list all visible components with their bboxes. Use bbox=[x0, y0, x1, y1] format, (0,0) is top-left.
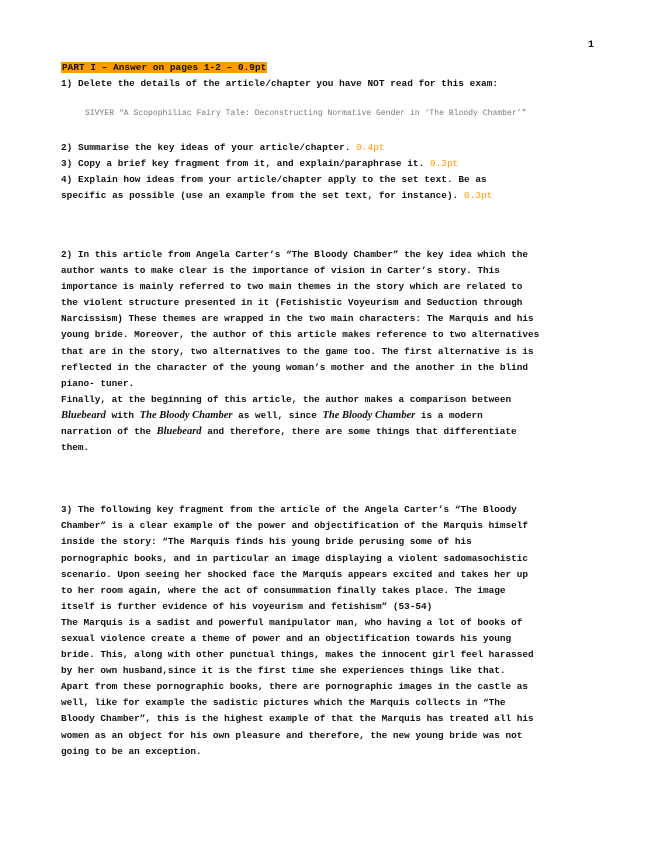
question-text: 4) Explain how ideas from your article/chapter apply to the set text. Be as bbox=[61, 174, 487, 185]
points-badge: 0.4pt bbox=[356, 142, 385, 153]
answer-line: importance is mainly referred to two main themes in the story which are related to bbox=[61, 281, 523, 293]
points-badge: 0.3pt bbox=[464, 190, 493, 201]
answer-3 bbox=[61, 502, 601, 760]
title-bloody-chamber: The Bloody Chamber bbox=[139, 409, 233, 421]
answer-line: scenario. Upon seeing her shocked face the Marquis appears excited and takes her up bbox=[61, 568, 528, 580]
answer-line: young bride. Moreover, the author of this article makes reference to two alternatives bbox=[61, 329, 540, 341]
text-span: and therefore, there are some things that differentiate bbox=[201, 426, 517, 438]
answer-line: to her room again, where the act of consummation finally takes place. The image bbox=[61, 584, 506, 596]
answer-line: Chamber” is a clear example of the power and objectification of the Marquis himself bbox=[61, 520, 528, 532]
answer-line: sexual violence create a theme of power and an objectification towards his young bbox=[61, 632, 512, 644]
spacer bbox=[61, 235, 601, 247]
answer-line: Narcissism) These themes are wrapped in the two main characters: The Marquis and his bbox=[61, 313, 534, 325]
part-title: PART I – Answer on pages 1-2 – 0.9pt bbox=[62, 62, 267, 73]
answer-line: well, like for example the sadistic pictures which the Marquis collects in “The bbox=[61, 697, 506, 709]
answer-line: bride. This, along with other punctual things, makes the innocent girl feel harassed bbox=[61, 649, 534, 661]
answer-line: going to be an exception. bbox=[61, 745, 202, 757]
answer-line: 2) In this article from Angela Carter’s “The Bloody Chamber” the key idea which the bbox=[61, 249, 528, 260]
text-span: narration of the bbox=[61, 426, 157, 438]
answer-line bbox=[61, 424, 601, 440]
answer-line: by her own husband,since it is the first time she experiences things like that. bbox=[61, 665, 506, 677]
answer-line: reflected in the character of the young woman’s mother and the another in the blind bbox=[61, 361, 528, 373]
answer-line: piano- tuner. bbox=[61, 377, 135, 389]
spacer bbox=[61, 456, 601, 488]
page-number: 1 bbox=[588, 40, 595, 51]
article-reference: SIVYER “A Scopophiliac Fairy Tale: Deconstructing Normative Gender in ‘The Bloody Chamber’” bbox=[85, 109, 527, 118]
answer-line: inside the story: “The Marquis finds his young bride perusing some of his bbox=[61, 536, 472, 548]
answer-line: them. bbox=[61, 442, 90, 454]
title-bluebeard: Bluebeard bbox=[61, 409, 106, 421]
text-span: is a modern bbox=[415, 409, 483, 421]
question-3 bbox=[61, 156, 601, 172]
answer-line: Apart from these pornographic books, there are pornographic images in the castle as bbox=[61, 681, 528, 693]
spacer bbox=[61, 488, 601, 502]
answer-line: itself is further evidence of his voyeurism and fetishism” (53-54) bbox=[61, 600, 433, 612]
question-1: 1) Delete the details of the article/chapter you have NOT read for this exam: bbox=[61, 78, 499, 89]
answer-2 bbox=[61, 247, 601, 456]
answer-line: pornographic books, and in particular an image displaying a violent sadomasochistic bbox=[61, 552, 528, 564]
question-text: 3) Copy a brief key fragment from it, and explain/paraphrase it. bbox=[61, 158, 425, 169]
answer-line bbox=[61, 408, 601, 424]
document-body bbox=[61, 60, 601, 760]
title-bloody-chamber: The Bloody Chamber bbox=[322, 409, 416, 421]
answer-line: Finally, at the beginning of this article, the author makes a comparison between bbox=[61, 393, 512, 405]
answer-line: The Marquis is a sadist and powerful manipulator man, who having a lot of books of bbox=[61, 616, 523, 628]
answer-line: Bloody Chamber”, this is the highest example of that the Marquis has treated all his bbox=[61, 713, 534, 725]
answer-line: 3) The following key fragment from the article of the Angela Carter’s “The Bloody bbox=[61, 504, 517, 516]
spacer bbox=[61, 204, 601, 235]
answer-line: author wants to make clear is the importance of vision in Carter’s story. This bbox=[61, 265, 500, 277]
question-4-cont bbox=[61, 188, 601, 204]
text-span: with bbox=[105, 409, 140, 421]
answer-line: women as an object for his own pleasure and therefore, the new young bride was not bbox=[61, 729, 523, 741]
question-2 bbox=[61, 140, 601, 156]
answer-line: that are in the story, two alternatives to the game too. The first alternative is is bbox=[61, 345, 534, 357]
question-text: 2) Summarise the key ideas of your article/chapter. bbox=[61, 142, 351, 153]
title-bluebeard: Bluebeard bbox=[156, 426, 202, 438]
question-text: specific as possible (use an example from the set text, for instance). bbox=[61, 190, 459, 201]
part-title-line bbox=[61, 60, 601, 76]
text-span: as well, since bbox=[232, 409, 323, 421]
points-badge: 0.3pt bbox=[429, 158, 459, 169]
answer-line: the violent structure presented in it (Fetishistic Voyeurism and Seduction through bbox=[61, 297, 523, 309]
question-4 bbox=[61, 172, 601, 188]
